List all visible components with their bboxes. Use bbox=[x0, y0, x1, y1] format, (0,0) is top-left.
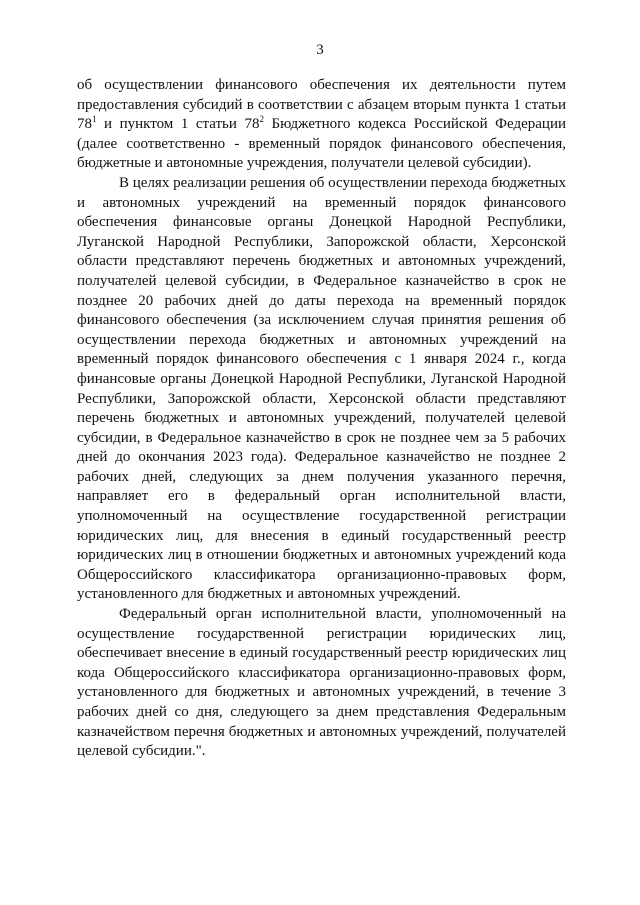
paragraph-text: и пунктом 1 статьи 78 bbox=[96, 116, 260, 133]
paragraph-text: Бюджетного кодекса Российской Федерации (далее соответственно - временный порядок финансового обеспечения, бюджетные и автономные учреждения, получатели целевой субсидии). bbox=[77, 116, 567, 172]
superscript: 2 bbox=[259, 114, 264, 125]
document-body bbox=[77, 76, 566, 762]
paragraph-registration: Федеральный орган исполнительной власти, уполномоченный на осуществление государственной регистрации юридических лиц, обеспечивает внесение в единый государственный реестр юридических лиц кода Общероссийского классификатора организационно-правовых форм, установленного для бюджетных и автономных учреждений, в течение 3 рабочих дней со дня, следующего за днем представления Федеральным казначейством перечня бюджетных и автономных учреждений, получателей целевой субсидии.". bbox=[77, 606, 566, 760]
paragraph-continuation bbox=[77, 76, 566, 174]
page-number: 3 bbox=[316, 42, 324, 58]
paragraph-text: об осуществлении финансового обеспечения их деятельности путем предоставления субсидий в соответствии с абзацем вторым пункта 1 статьи 78 bbox=[77, 77, 566, 133]
paragraph-transition-procedure: В целях реализации решения об осуществлении перехода бюджетных и автономных учреждений на временный порядок финансового обеспечения финансовые органы Донецкой Народной Республики, Луганской Народной Республики, Запорожской области, Херсонской области представляют перечень бюджетных и автономных учреждений, получателей целевой субсидии, в Федеральное казначейство в срок не позднее 20 рабочих дней до даты перехода на временный порядок финансового обеспечения (за исключением случая принятия решения об осуществлении перехода бюджетных и автономных учреждений на временный порядок финансового обеспечения с 1 января 2024 г., когда финансовые органы Донецкой Народной Республики, Луганской Народной Республики, Запорожской области, Херсонской области представляют перечень бюджетных и автономных учреждений, получателей целевой субсидии, в Федеральное казначейство в срок не позднее чем за 5 рабочих дней до окончания 2023 года). Федеральное казначейство не позднее 2 рабочих дней, следующих за днем получения указанного перечня, направляет его в федеральный орган исполнительной власти, уполномоченный на осуществление государственной регистрации юридических лиц, для внесения в единый государственный реестр юридических лиц в отношении бюджетных и автономных учреждений кода Общероссийского классификатора организационно-правовых форм, установленного для бюджетных и автономных учреждений. bbox=[77, 174, 566, 603]
superscript: 1 bbox=[92, 114, 97, 125]
